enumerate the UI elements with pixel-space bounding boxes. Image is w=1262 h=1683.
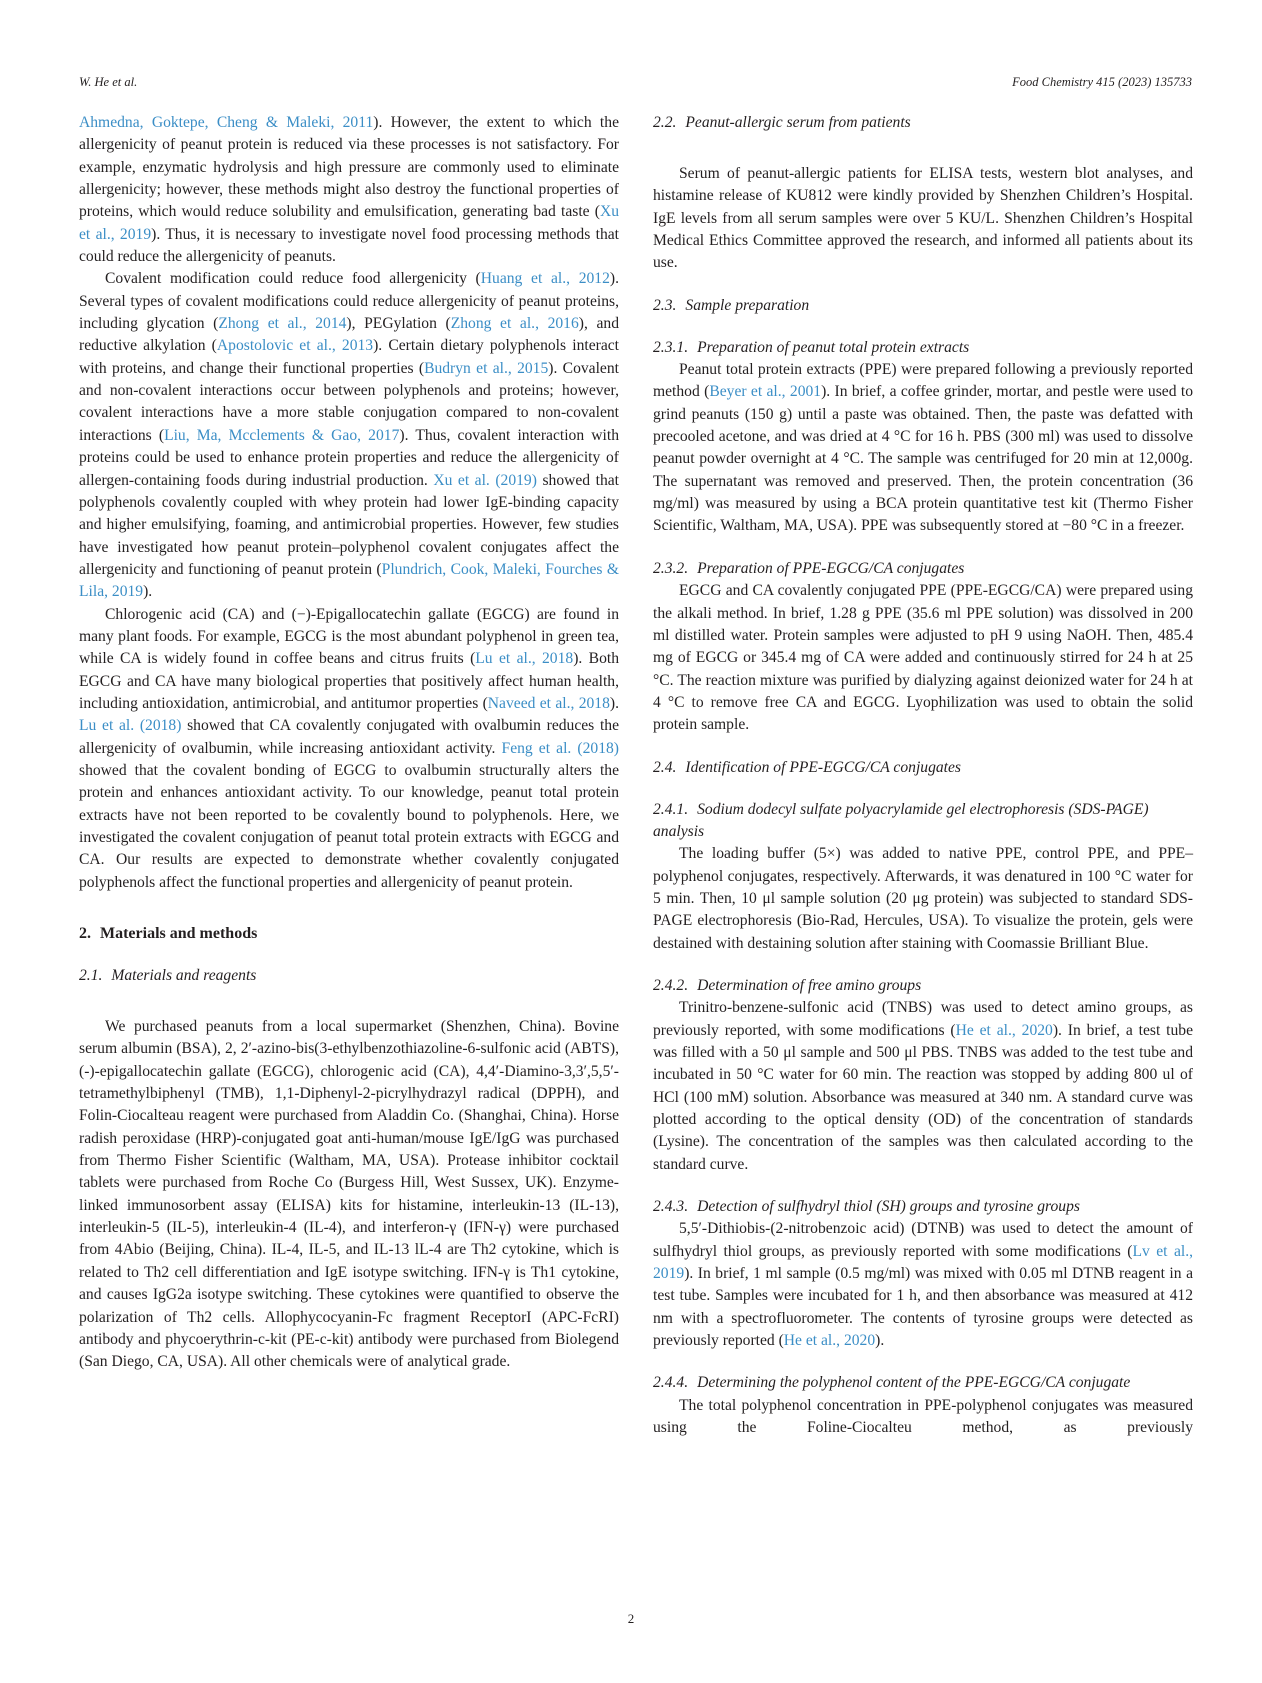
paragraph-text: ). In brief, a coffee grinder, mortar, and pestle were used to grind peanuts (150 g) until a paste was obtained. Then, the paste was defatted with precooled acetone, and was dried at 4 °C for 16 h. PBS (300 ml) was used to dissolve peanut powder overnight at 4 °C. The sample was centrifuged for 20 min at 12,000g. The supernatant was removed and preserved. Then, the protein concentration (36 mg/ml) was measured by using a BCA protein quantitative test kit (Thermo Fisher Scientific, Waltham, MA, USA). PPE was subsequently stored at −80 °C in a freezer. — [653, 383, 1193, 535]
section-heading-2 — [79, 923, 619, 945]
section-number: 2.1. — [79, 967, 103, 985]
section-number: 2.4.4. — [653, 1374, 689, 1392]
paragraph-text: ). Thus, it is necessary to investigate novel food processing methods that could reduce the allergenicity of peanuts. — [79, 225, 619, 266]
citation-link[interactable]: Ahmedna, Goktepe, Cheng & Maleki, 2011 — [79, 114, 374, 131]
paragraph-text: ), and reductive alkylation ( — [79, 315, 620, 355]
section-number: 2.3. — [653, 296, 677, 314]
paragraph-text: Peanut total protein extracts (PPE) were prepared following a previously reported method ( — [653, 361, 1193, 401]
paragraph-text: showed that the covalent bonding of EGCG to ovalbumin structurally alters the protein and enhances antioxidant activity. To our knowledge, peanut total protein extracts have not been reported to be covalently bound to polyphenols. Here, we investigated the covalent conjugation of peanut total protein extracts with EGCG and CA. Our results are expected to demonstrate whether covalently conjugated polyphenols affect the functional properties and allergenicity of peanut protein. — [79, 761, 619, 891]
spacer — [79, 894, 619, 923]
paragraph-text: ), PEGylation ( — [346, 315, 451, 333]
citation-link[interactable]: Naveed et al., 2018 — [487, 694, 610, 712]
section-title: Sodium dodecyl sulfate polyacrylamide gel electrophoresis (SDS-PAGE) analysis — [653, 800, 1149, 840]
spacer — [79, 987, 619, 1016]
page-number: 2 — [627, 1611, 635, 1626]
citation-link[interactable]: Zhong et al., 2016 — [450, 315, 579, 333]
paragraph-text: ). — [875, 1332, 885, 1350]
intro-paragraph-2 — [79, 268, 619, 603]
section-number: 2.4.3. — [653, 1198, 689, 1216]
amino-groups-paragraph — [653, 997, 1193, 1176]
section-title: Identification of PPE-EGCG/CA conjugates — [685, 758, 961, 776]
citation-link[interactable]: He et al., 2020 — [955, 1021, 1053, 1039]
running-head-journal: Food Chemistry 415 (2023) 135733 — [1012, 75, 1192, 89]
citation-link[interactable]: Beyer et al., 2001 — [709, 383, 822, 401]
subsubsection-heading-2-4-2 — [653, 975, 1193, 997]
ppe-paragraph — [653, 359, 1193, 538]
spacer — [653, 737, 1193, 757]
citation-link[interactable]: Feng et al. (2018) — [501, 739, 619, 757]
subsubsection-heading-2-4-1 — [653, 799, 1193, 844]
right-column — [653, 112, 1193, 1440]
section-number: 2.4.1. — [653, 800, 689, 818]
section-title: Materials and methods — [100, 925, 258, 943]
paragraph-text: Trinitro-benzene-sulfonic acid (TNBS) was used to detect amino groups, as previously reported, with some modifications ( — [653, 999, 1193, 1039]
paragraph-text: ). Certain dietary polyphenols interact with proteins, and change their functional properties ( — [79, 337, 619, 377]
section-title: Detection of sulfhydryl thiol (SH) groups and tyrosine groups — [697, 1198, 1080, 1216]
materials-paragraph: We purchased peanuts from a local supermarket (Shenzhen, China). Bovine serum albumin (BSA), 2, 2′-azino-bis(3-ethylbenzothiazoline-6-sulfonic acid (ABTS), (-)-epigallocatechin gallate (EGCG), chlorogenic acid (CA), 4,4′-Diamino-3,3′,5,5′-tetramethylbiphenyl (TMB), 1,1-Diphenyl-2-picrylhydrazyl radical (DPPH), and Folin-Ciocalteau reagent were purchased from Aladdin Co. (Shanghai, China). Horse radish peroxidase (HRP)-conjugated goat anti-human/mouse IgE/IgG was purchased from Thermo Fisher Scientific (Waltham, MA, USA). Protease inhibitor cocktail tablets were purchased from Roche Co (Burgess Hill, West Sussex, UK). Enzyme-linked immunosorbent assay (ELISA) kits for histamine, interleukin-13 (IL-13), interleukin-5 (IL-5), interleukin-4 (IL-4), and interferon-γ (IFN-γ) were purchased from 4Abio (Beijing, China). IL-4, IL-5, and IL-13 lL-4 are Th2 cytokine, which is related to Th2 cell differentiation and IgE isotype switching. IFN-γ is Th1 cytokine, and causes IgG2a isotype switching. These cytokines were quantified to observe the polarization of Th2 cells. Allophycocyanin-Fc fragment ReceptorI (APC-FcRI) antibody and phycoerythrin-c-kit (PE-c-kit) antibody were purchased from Biolegend (San Diego, CA, USA). All other chemicals were of analytical grade. — [79, 1018, 619, 1371]
section-number: 2. — [79, 925, 91, 943]
spacer — [653, 538, 1193, 558]
sds-page-paragraph: The loading buffer (5×) was added to native PPE, control PPE, and PPE–polyphenol conjugates, respectively. Afterwards, it was denatured in 100 °C water for 5 min. Then, 10 μl sample solution (20 μg protein) was subjected to standard SDS-PAGE electrophoresis (Bio-Rad, Hercules, USA). To visualize the protein, gels were destained with destaining solution after staining with Coomassie Brilliant Blue. — [653, 845, 1193, 952]
section-title: Preparation of peanut total protein extracts — [697, 338, 970, 356]
citation-link[interactable]: Budryn et al., 2015 — [424, 359, 549, 377]
citation-link[interactable]: Xu et al., 2019 — [79, 203, 619, 243]
section-number: 2.3.1. — [653, 338, 689, 356]
citation-link[interactable]: Liu, Ma, Mcclements & Gao, 2017 — [164, 426, 400, 444]
citation-link[interactable]: Lu et al., 2018 — [475, 650, 574, 668]
paragraph-text: ). Thus, covalent interaction with proteins could be used to enhance protein properties and reduce the allergenicity of allergen-containing foods during industrial production. — [79, 426, 620, 489]
running-head-authors: W. He et al. — [79, 75, 138, 89]
section-title: Determining the polyphenol content of the PPE-EGCG/CA conjugate — [697, 1374, 1131, 1392]
subsection-heading-2-1 — [79, 965, 619, 987]
citation-link[interactable]: Zhong et al., 2014 — [218, 315, 347, 333]
citation-link[interactable]: Huang et al., 2012 — [480, 270, 610, 288]
citation-link[interactable]: Plundrich, Cook, Maleki, Fourches & Lila, 2019 — [79, 560, 620, 601]
spacer — [653, 955, 1193, 975]
spacer — [653, 275, 1193, 295]
subsubsection-heading-2-3-1 — [653, 337, 1193, 359]
left-column — [79, 112, 619, 1374]
spacer — [79, 945, 619, 965]
paragraph-text: ). In brief, a test tube was filled with a 50 μl sample and 500 μl PBS. TNBS was added to the test tube and incubated in 50 °C water for 60 min. The reaction was stopped by adding 800 ul of HCl (100 mM) solution. Absorbance was measured at 340 nm. A standard curve was plotted according to the optical density (OD) of the concentration of standards (Lysine). The concentration of the samples was then calculated according to the standard curve. — [653, 1021, 1193, 1173]
subsection-heading-2-3 — [653, 295, 1193, 317]
serum-paragraph: Serum of peanut-allergic patients for ELISA tests, western blot analyses, and histamine release of KU812 were kindly provided by Shenzhen Children’s Hospital. IgE levels from all serum samples were over 5 KU/L. Shenzhen Children’s Hospital Medical Ethics Committee approved the research, and informed all patients about its use. — [653, 165, 1193, 272]
section-number: 2.3.2. — [653, 559, 689, 577]
intro-paragraph-1 — [79, 112, 619, 268]
conjugate-paragraph: EGCG and CA covalently conjugated PPE (PPE-EGCG/CA) were prepared using the alkali method. In brief, 1.28 g PPE (35.6 ml PPE solution) was dissolved in 200 ml distilled water. Protein samples were adjusted to pH 9 using NaOH. Then, 485.4 mg of EGCG or 345.4 mg of CA were added and continuously stirred for 24 h at 25 °C. The reaction mixture was purified by dialyzing against deionized water for 24 h at 4 °C to remove free CA and EGCG. Lyophilization was used to obtain the solid protein sample. — [653, 582, 1193, 734]
citation-link[interactable]: He et al., 2020 — [783, 1332, 876, 1350]
polyphenol-paragraph: The total polyphenol concentration in PPE-polyphenol conjugates was measured using the Foline-Ciocalteu method, as previously — [653, 1396, 1193, 1437]
paragraph-text: ). — [143, 583, 153, 601]
section-title: Sample preparation — [685, 296, 810, 314]
section-number: 2.4.2. — [653, 976, 689, 994]
paragraph-text: showed that CA covalently conjugated with ovalbumin reduces the allergenicity of ovalbumin, while increasing antioxidant activity. — [79, 717, 619, 757]
section-title: Determination of free amino groups — [697, 976, 922, 994]
spacer — [653, 1176, 1193, 1196]
subsection-heading-2-2 — [653, 112, 1193, 134]
paragraph-text: showed that polyphenols covalently coupled with whey protein had lower IgE-binding capacity and higher emulsifying, foaming, and antimicrobial properties. However, few studies have investigated how peanut protein–polyphenol covalent conjugates affect the allergenicity and functioning of peanut protein ( — [79, 471, 620, 578]
subsubsection-heading-2-4-3 — [653, 1196, 1193, 1218]
citation-link[interactable]: Lu et al. (2018) — [79, 717, 182, 735]
spacer — [653, 134, 1193, 163]
paragraph-text: ). However, the extent to which the allergenicity of peanut protein is reduced via these processes is not satisfactory. For example, enzymatic hydrolysis and high pressure are commonly used to eliminate allergenicity; however, these methods might also destroy the functional properties of proteins, which would reduce solubility and emulsification, generating bad taste ( — [79, 114, 619, 221]
subsection-heading-2-4 — [653, 757, 1193, 779]
section-number: 2.4. — [653, 758, 677, 776]
spacer — [653, 779, 1193, 799]
paragraph-text: ). Both EGCG and CA have many biological properties that positively affect human health, including antioxidation, antimicrobial, and antitumor properties ( — [79, 650, 619, 712]
paragraph-text: 5,5′-Dithiobis-(2-nitrobenzoic acid) (DTNB) was used to detect the amount of sulfhydryl thiol groups, as previously reported with some modifications ( — [653, 1220, 1193, 1260]
spacer — [653, 1352, 1193, 1372]
paragraph-text: ). In brief, 1 ml sample (0.5 mg/ml) was mixed with 0.05 ml DTNB reagent in a test tube. Samples were incubated for 1 h, and then absorbance was measured at 412 nm with a spectrofluorometer. The contents of tyrosine groups were detected as previously reported ( — [653, 1265, 1193, 1350]
subsubsection-heading-2-4-4 — [653, 1372, 1193, 1394]
citation-link[interactable]: Xu et al. (2019) — [433, 471, 537, 489]
section-number: 2.2. — [653, 114, 677, 131]
sulfhydryl-paragraph — [653, 1218, 1193, 1352]
spacer — [653, 317, 1193, 337]
paragraph-text: ). — [609, 694, 619, 712]
citation-link[interactable]: Lv et al., 2019 — [653, 1242, 1193, 1283]
intro-paragraph-3 — [79, 604, 619, 894]
section-title: Materials and reagents — [111, 967, 257, 985]
section-title: Preparation of PPE-EGCG/CA conjugates — [697, 559, 965, 577]
section-title: Peanut-allergic serum from patients — [685, 114, 911, 131]
citation-link[interactable]: Apostolovic et al., 2013 — [216, 337, 374, 355]
paragraph-text: Chlorogenic acid (CA) and (−)-Epigallocatechin gallate (EGCG) are found in many plant foods. For example, EGCG is the most abundant polyphenol in green tea, while CA is widely found in coffee beans and citrus fruits ( — [79, 605, 619, 668]
paragraph-text: Covalent modification could reduce food allergenicity ( — [105, 270, 481, 288]
paragraph-text: ). Several types of covalent modifications could reduce allergenicity of peanut proteins, including glycation ( — [79, 270, 619, 333]
subsubsection-heading-2-3-2 — [653, 558, 1193, 580]
paragraph-text: ). Covalent and non-covalent interactions occur between polyphenols and proteins; however, covalent interactions have a more stable conjugation compared to non-covalent interactions ( — [79, 359, 619, 444]
